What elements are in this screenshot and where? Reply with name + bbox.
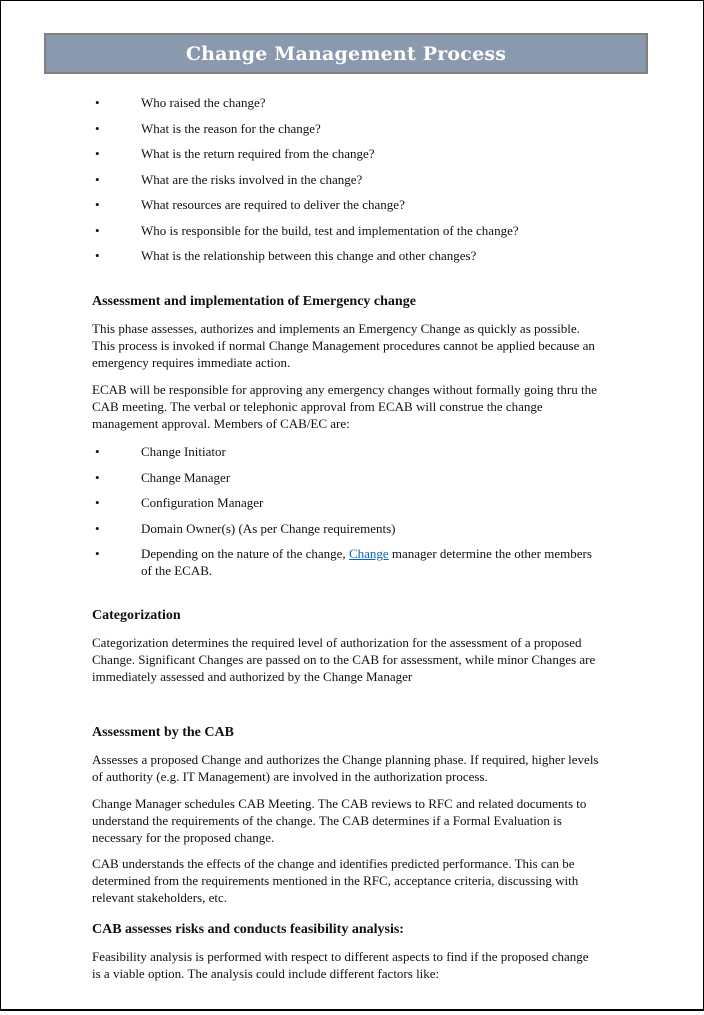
paragraph-line: management approval. Members of CAB/EC are:: [92, 416, 350, 431]
bullet-icon: •: [95, 520, 100, 536]
document-body: [1, 1, 703, 982]
question-text: What resources are required to deliver the change?: [141, 197, 405, 212]
section-heading-cab-assessment: Assessment by the CAB: [92, 725, 234, 740]
member-text: Domain Owner(s) (As per Change requirements): [141, 520, 396, 536]
paragraph-line: relevant stakeholders, etc.: [92, 890, 227, 905]
member-text: Change Manager: [141, 469, 231, 485]
paragraph-line: emergency requires immediate action.: [92, 355, 291, 370]
member-item: [92, 469, 644, 486]
paragraph: [92, 751, 644, 785]
question-item: [92, 222, 644, 239]
section-heading-categorization: Categorization: [92, 608, 181, 623]
cab-ec-member-list: [92, 443, 644, 579]
question-text: What are the risks involved in the change?: [141, 171, 363, 187]
paragraph-line: necessary for the proposed change.: [92, 830, 275, 845]
paragraph-line: CAB meeting. The verbal or telephonic approval from ECAB will construe the change: [92, 399, 543, 414]
paragraph-line: This process is invoked if normal Change Management procedures cannot be applied because an: [92, 338, 595, 353]
bullet-icon: •: [95, 120, 100, 136]
question-item: [92, 145, 644, 162]
bullet-icon: •: [95, 222, 100, 238]
paragraph-line: Categorization determines the required level of authorization for the assessment of a proposed: [92, 635, 582, 650]
paragraph: [92, 381, 644, 432]
member-text-line: of the ECAB.: [141, 563, 213, 578]
paragraph: [92, 948, 644, 982]
paragraph-line: of authority (e.g. IT Management) are involved in the authorization process.: [92, 769, 488, 784]
paragraph-line: ECAB will be responsible for approving any emergency changes without formally going thru the: [92, 382, 597, 397]
question-item: [92, 171, 644, 188]
member-text: Configuration Manager: [141, 495, 264, 510]
paragraph-line: This phase assesses, authorizes and implements an Emergency Change as quickly as possible.: [92, 321, 580, 336]
member-text-line: [141, 545, 644, 562]
paragraph-line: Change Manager schedules CAB Meeting. The CAB reviews to RFC and related documents to: [92, 796, 587, 811]
paragraph: [92, 795, 644, 846]
question-text: What is the relationship between this change and other changes?: [141, 248, 477, 263]
paragraph-line: CAB understands the effects of the change and identifies predicted performance. This can be: [92, 856, 575, 871]
bullet-icon: •: [95, 197, 100, 212]
paragraph: [92, 320, 644, 371]
question-text: What is the reason for the change?: [141, 120, 321, 136]
bullet-icon: •: [95, 444, 100, 459]
question-item: [92, 247, 644, 264]
paragraph-line: immediately assessed and authorized by the Change Manager: [92, 669, 413, 684]
question-text: Who raised the change?: [141, 95, 266, 110]
paragraph-line: is a viable option. The analysis could include different factors like:: [92, 966, 440, 981]
member-text: [141, 545, 644, 579]
member-item: [92, 520, 644, 537]
member-text-before: Depending on the nature of the change,: [141, 546, 349, 561]
paragraph: [92, 855, 644, 906]
paragraph-line: Assesses a proposed Change and authorizes the Change planning phase. If required, higher levels: [92, 752, 599, 767]
question-item: [92, 120, 644, 137]
paragraph-line: Change. Significant Changes are passed on to the CAB for assessment, while minor Changes are: [92, 652, 596, 667]
section-heading-feasibility: CAB assesses risks and conducts feasibility analysis:: [92, 922, 404, 937]
bullet-icon: •: [95, 495, 100, 510]
member-item-with-link: [92, 545, 644, 579]
member-item: [92, 443, 644, 460]
paragraph: [92, 634, 644, 685]
bullet-icon: •: [95, 171, 100, 187]
member-item: [92, 494, 644, 511]
question-text: Who is responsible for the build, test and implementation of the change?: [141, 222, 519, 238]
bullet-icon: •: [95, 95, 100, 110]
question-text: What is the return required from the change?: [141, 146, 375, 161]
question-list: [92, 94, 644, 264]
member-text: Change Initiator: [141, 444, 226, 459]
paragraph-line: understand the requirements of the change. The CAB determines if a Formal Evaluation is: [92, 813, 562, 828]
paragraph-line: determined from the requirements mentioned in the RFC, acceptance criteria, discussing with: [92, 873, 579, 888]
bullet-icon: •: [95, 248, 100, 263]
paragraph-line: Feasibility analysis is performed with respect to different aspects to find if the proposed change: [92, 949, 589, 964]
bullet-icon: •: [95, 546, 100, 561]
bullet-icon: •: [95, 146, 100, 161]
page-title: Change Management Process: [185, 42, 507, 65]
member-text-after: manager determine the other members: [388, 546, 592, 561]
question-item: [92, 94, 644, 111]
question-item: [92, 196, 644, 213]
change-hyperlink[interactable]: Change: [348, 546, 389, 561]
bullet-icon: •: [95, 469, 100, 485]
section-heading-emergency: Assessment and implementation of Emergency change: [92, 294, 416, 309]
